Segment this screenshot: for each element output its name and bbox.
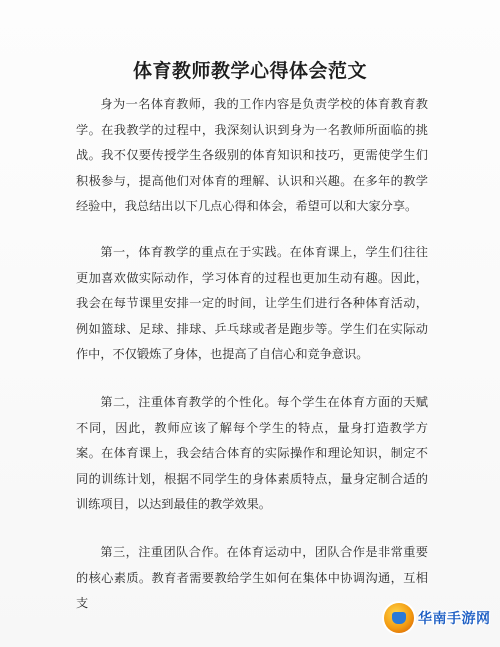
paragraph-second-point: 第二，注重体育教学的个性化。每个学生在体育方面的天赋不同，因此，教师应该了解每个学生的特点，量身打造教学方案。在体育课上，我会结合体育的实际操作和理论知识，制定不同的训练计划，根据不同学生的身体素质特点，量身定制合适的训练项目，以达到最佳的教学效果。 [76, 395, 428, 511]
game-logo-icon [384, 603, 414, 633]
paragraph-third-point: 第三，注重团队合作。在体育运动中，团队合作是非常重要的核心素质。教育者需要教给学生如何在集体中协调沟通，互相支 [76, 545, 428, 610]
paragraph-intro: 身为一名体育教师，我的工作内容是负责学校的体育教育教学。在我教学的过程中，我深刻认识到身为一名教师所面临的挑战。我不仅要传授学生各级别的体育知识和技巧，更需使学生们积极参与，提高他们对体育的理解、认识和兴趣。在多年的教学经验中，我总结出以下几点心得和体会，希望可以和大家分享。 [76, 97, 428, 213]
watermark-text: 华南手游网 [418, 611, 491, 627]
document-title: 体育教师教学心得体会范文 [132, 60, 367, 82]
paragraph-first-point: 第一，体育教学的重点在于实践。在体育课上，学生们往往更加喜欢做实际动作，学习体育的过程也更加生动有趣。因此，我会在每节课里安排一定的时间，让学生们进行各种体育活动，例如篮球、足球、排球、乒乓球或者是跑步等。学生们在实际动作中，不仅锻炼了身体，也提高了自信心和竞争意识。 [76, 245, 428, 361]
site-watermark [384, 601, 494, 635]
